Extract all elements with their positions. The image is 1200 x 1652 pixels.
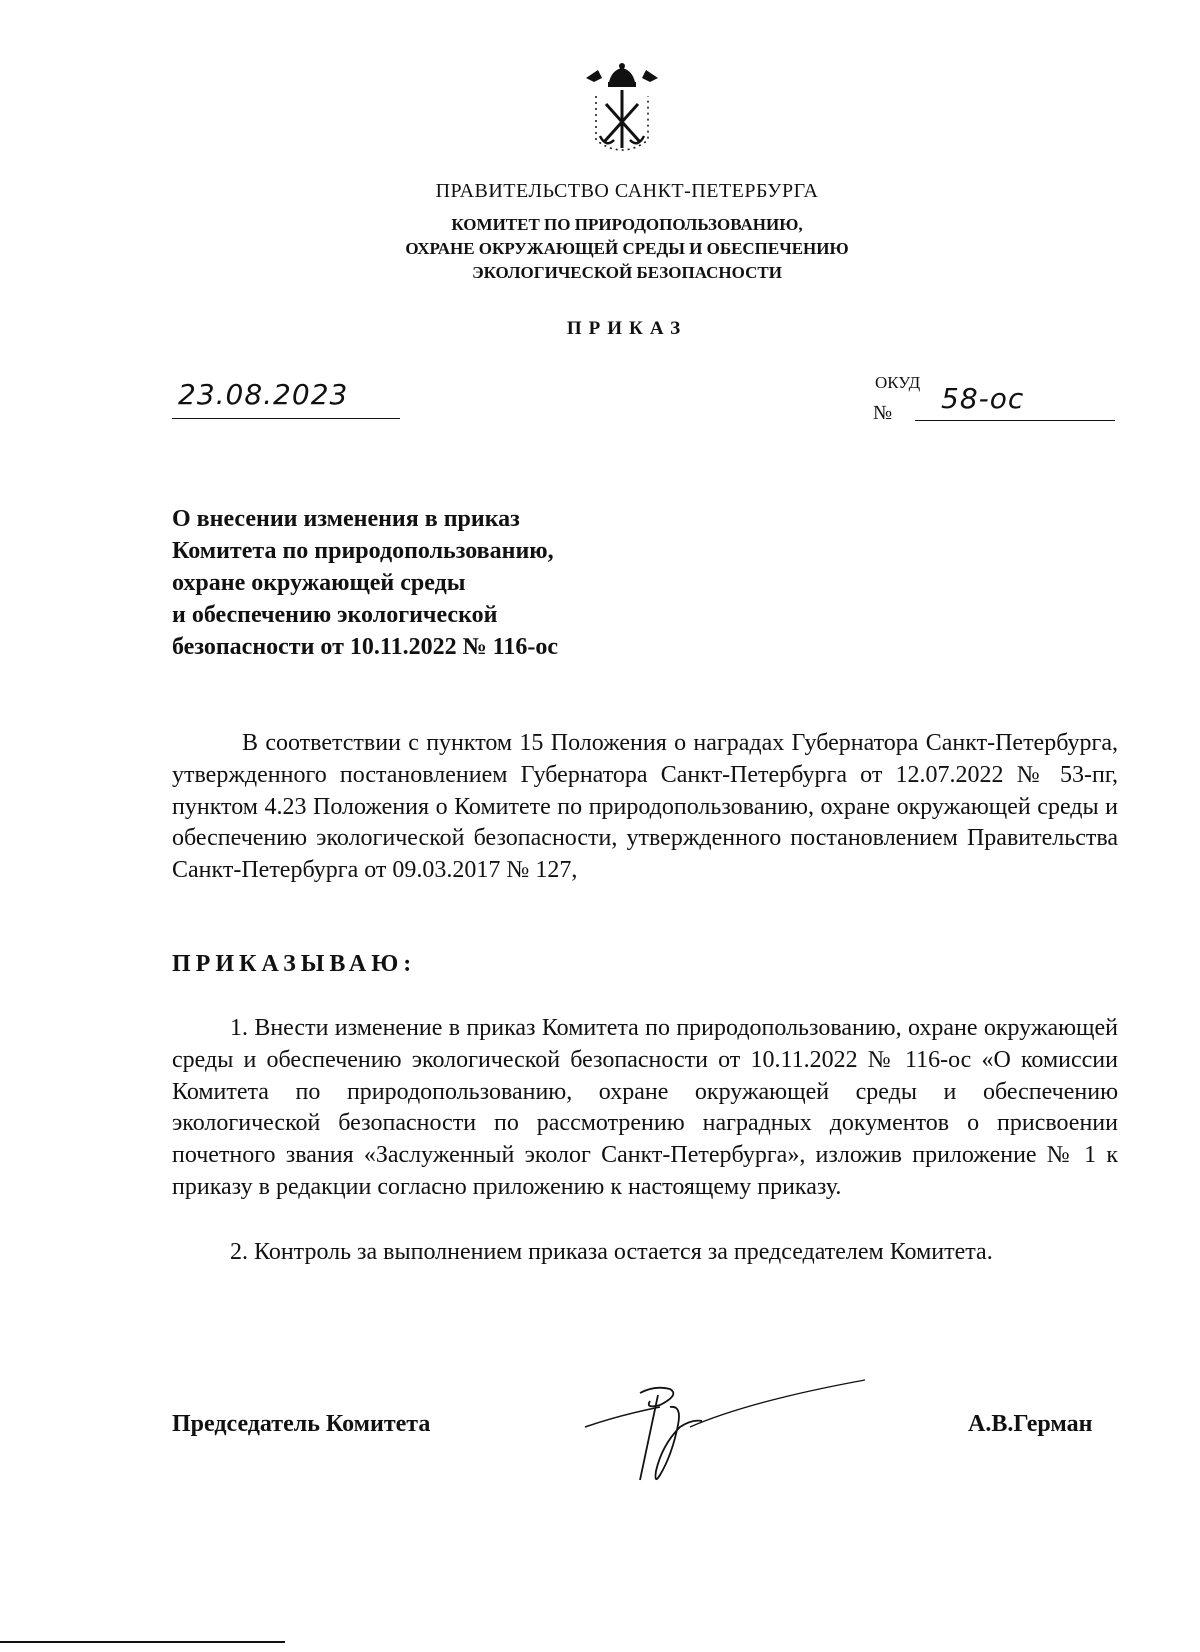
- signer-name: А.В.Герман: [968, 1411, 1093, 1437]
- order-item-2: 2. Контроль за выполнением приказа остается за председателем Комитета.: [230, 1239, 993, 1265]
- coat-of-arms-emblem: [572, 60, 672, 160]
- order-item-1: 1. Внести изменение в приказ Комитета по природопользованию, охране окружающей среды и обеспечению экологической безопасности от 10.11.2022 № 116-ос «О комиссии Комитета по природопользованию, охране окружающей среды и обеспечению экологической безопасности по рассмотрению наградных документов о присвоении почетного звания «Заслуженный эколог Санкт-Петербурга», изложив приложение № 1 к приказу в редакции согласно приложению к настоящему приказу.: [172, 1015, 1118, 1200]
- document-title: [172, 503, 732, 663]
- title-line: и обеспечению экологической: [172, 602, 498, 628]
- intro-paragraph: В соответствии с пунктом 15 Положения о наградах Губернатора Санкт-Петербурга, утвержденного постановлением Губернатора Санкт-Петербурга от 12.07.2022 № 53-пг, пунктом 4.23 Положения о Комитете по природопользованию, охране окружающей среды и обеспечению экологической безопасности, утвержденного постановлением Правительства Санкт-Петербурга от 09.03.2017 № 127,: [172, 730, 1118, 884]
- title-line: О внесении изменения в приказ: [172, 506, 520, 532]
- signer-title: Председатель Комитета: [172, 1411, 431, 1437]
- document-type: ПРИКАЗ: [566, 318, 688, 339]
- committee-line: КОМИТЕТ ПО ПРИРОДОПОЛЬЗОВАНИЮ,: [451, 215, 803, 234]
- government-name: ПРАВИТЕЛЬСТВО САНКТ-ПЕТЕРБУРГА: [435, 180, 819, 202]
- number-field: [915, 384, 1115, 421]
- title-line: Комитета по природопользованию,: [172, 538, 554, 564]
- committee-line: ЭКОЛОГИЧЕСКОЙ БЕЗОПАСНОСТИ: [472, 263, 782, 282]
- order-heading: ПРИКАЗЫВАЮ:: [172, 951, 417, 977]
- committee-name: [0, 213, 1200, 285]
- committee-line: ОХРАНЕ ОКРУЖАЮЩЕЙ СРЕДЫ И ОБЕСПЕЧЕНИЮ: [405, 239, 849, 258]
- footer-rule: [0, 1641, 285, 1643]
- title-line: безопасности от 10.11.2022 № 116-ос: [172, 634, 559, 660]
- title-line: охране окружающей среды: [172, 570, 466, 596]
- document-number: 58-ос: [941, 382, 1025, 415]
- number-label: №: [873, 402, 893, 424]
- handwritten-signature: [580, 1365, 880, 1495]
- date-field: [172, 378, 400, 419]
- document-date: 23.08.2023: [178, 378, 349, 411]
- okud-label: ОКУД: [875, 373, 921, 392]
